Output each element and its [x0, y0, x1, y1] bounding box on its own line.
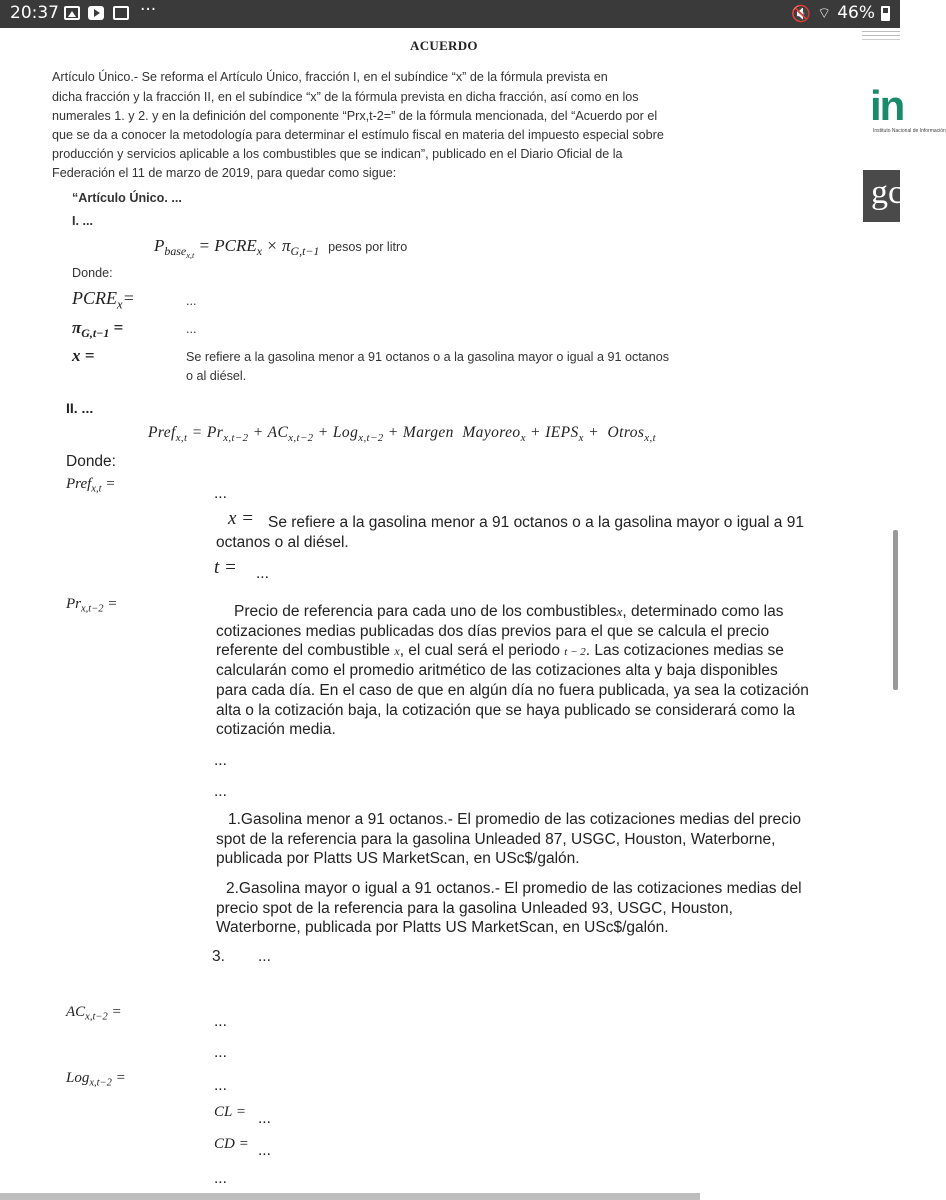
- var-x-1: x =: [72, 346, 95, 365]
- item-1-line: spot de la referencia para la gasolina Unleaded 87, USGC, Houston, Waterborne,: [216, 831, 776, 848]
- x-definition-1-line2: o al diésel.: [186, 369, 247, 383]
- item-2-line: precio spot de la referencia para la gasolina Unleaded 93, USGC, Houston,: [216, 900, 733, 917]
- intro-line: producción y servicios aplicable a los combustibles que se indican”, publicado en el Diario Oficial de la: [52, 147, 623, 161]
- document-title: ACUERDO: [410, 38, 478, 53]
- cd-ellipsis: ...: [258, 1142, 271, 1159]
- institute-logo: in: [870, 82, 904, 129]
- side-panel-top: [862, 28, 900, 40]
- bottom-page-edge: [0, 1193, 700, 1200]
- formula-pbase: $P_{base_{x,t}}$ = $PCRE_x \times \pi_{G,t-1}$ pesos por litro: [154, 236, 408, 261]
- pr-definition-line: cotizaciones medias publicadas dos días previos para el que se calcula el precio: [216, 623, 770, 640]
- scrollbar-thumb[interactable]: [893, 530, 898, 690]
- var-pr: $Pr_{x,t-2}$ =: [66, 596, 118, 615]
- cl-ellipsis: ...: [258, 1110, 271, 1127]
- intro-line: Artículo Único.- Se reforma el Artículo Único, fracción I, en el subíndice “x” de la fórmula prevista en: [52, 70, 608, 84]
- battery-percent: 46%: [837, 3, 875, 23]
- x-definition-1-line1: Se refiere a la gasolina menor a 91 octanos o a la gasolina mayor o igual a 91 octanos: [186, 350, 670, 364]
- pcre-ellipsis: ...: [186, 294, 197, 308]
- intro-line: Federación el 11 de marzo de 2019, para quedar como sigue:: [52, 166, 397, 180]
- intro-line: dicha fracción y la fracción II, en el subíndice “x” de la fórmula prevista en dicha fracción, así como en los: [52, 90, 639, 104]
- item-3-number: 3.: [212, 948, 225, 965]
- log-ellipsis: ...: [214, 1077, 227, 1094]
- ac-ellipsis: ...: [214, 1013, 227, 1030]
- var-pcre: $PCRE_x=$: [72, 288, 135, 312]
- gallery-notification-icon: [64, 6, 80, 20]
- pref-ellipsis: ...: [214, 485, 227, 502]
- x-definition-2-line1: Se refiere a la gasolina menor a 91 octanos o a la gasolina mayor o igual a 91: [268, 514, 804, 531]
- more-notifications-icon: ···: [140, 0, 157, 20]
- pi-ellipsis: ...: [186, 322, 197, 336]
- battery-saver-notification-icon: [113, 6, 129, 20]
- var-pref: Pref$_{x,t}$ =: [66, 476, 116, 495]
- intro-line: que se da a conocer la metodología para determinar el estímulo fiscal en materia del impuesto especial sobre: [52, 128, 664, 142]
- mute-icon: 🔇: [791, 3, 812, 23]
- item-3-ellipsis: ...: [258, 948, 271, 965]
- pr-definition-line: alta o la cotización baja, la cotización que se haya publicado se considerará como la: [216, 702, 796, 719]
- item-2-line: Waterborne, publicada por Platts US MarketScan, en USc$/galón.: [216, 919, 669, 936]
- var-cl: CL =: [214, 1104, 246, 1120]
- var-cd: CD =: [214, 1136, 249, 1152]
- var-x-2: x =: [228, 508, 255, 529]
- t-ellipsis: ...: [256, 565, 269, 582]
- var-log: Log$_{x,t-2}$ =: [66, 1070, 126, 1089]
- item-2-line: 2.Gasolina mayor o igual a 91 octanos.- El promedio de las cotizaciones medias del: [226, 880, 802, 897]
- battery-icon: [881, 6, 890, 21]
- pr-definition-line: cotización media.: [216, 721, 336, 738]
- donde-label-1: Donde:: [72, 266, 113, 280]
- donde-label-2: Donde:: [66, 453, 116, 470]
- ellipsis: ...: [214, 783, 227, 800]
- section-2-label: II. ...: [66, 400, 94, 416]
- section-1-label: I. ...: [72, 214, 93, 228]
- quote-heading: “Artículo Único. ...: [72, 191, 182, 205]
- item-1-line: 1.Gasolina menor a 91 octanos.- El promedio de las cotizaciones medias del precio: [228, 811, 801, 828]
- formula-units: pesos por litro: [328, 240, 408, 254]
- pr-definition-line: calcularán como el promedio aritmético de las cotizaciones alta y baja disponibles: [216, 662, 778, 679]
- var-t: t =: [214, 557, 237, 578]
- clock: 20:37: [10, 3, 59, 23]
- pr-definition-line: para cada día. En el caso de que en algún día no fuera publicada, ya sea la cotización: [216, 682, 809, 699]
- ellipsis: ...: [214, 752, 227, 769]
- formula-pref: Pref$_{x,t}$ = $Pr_{x,t-2} + AC_{x,t-2} + Log_{x,t-2}$ + Margen Mayoreo$_x$ + $IEPS_x$ + Otros$_{x,t}$: [148, 424, 657, 444]
- var-pi: $\pi_{G,t-1}$ =: [72, 318, 124, 341]
- var-ac: $AC_{x,t-2}$ =: [66, 1004, 122, 1023]
- gob-banner[interactable]: gc: [863, 170, 900, 222]
- pr-definition-line: referente del combustible x, el cual será el periodo t − 2. Las cotizaciones medias se: [216, 642, 784, 659]
- youtube-notification-icon: [88, 6, 104, 20]
- intro-line: numerales 1. y 2. y en la definición del componente “Prx,t-2=” de la fórmula mencionada, del “Acuerdo por el: [52, 109, 658, 123]
- ellipsis: ...: [214, 1044, 227, 1061]
- item-1-line: publicada por Platts US MarketScan, en USc$/galón.: [216, 850, 580, 867]
- wifi-icon: ⌔: [817, 3, 832, 22]
- pr-definition-line: Precio de referencia para cada uno de los combustiblesx, determinado como las: [234, 603, 784, 620]
- institute-caption: Instituto Nacional de Información: [873, 128, 946, 134]
- x-definition-2-line2: octanos o al diésel.: [216, 534, 349, 551]
- ellipsis: ...: [214, 1170, 227, 1187]
- status-bar: [0, 0, 900, 28]
